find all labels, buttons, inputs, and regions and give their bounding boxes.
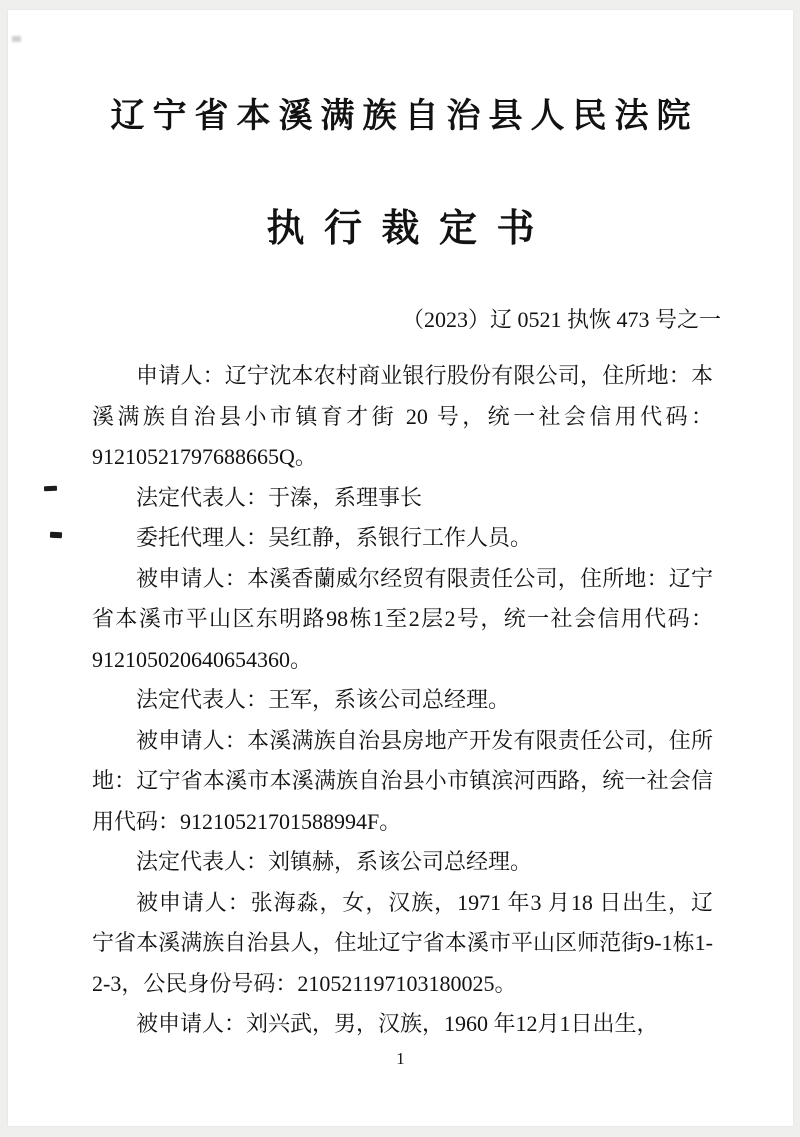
- body-paragraph: 申请人：辽宁沈本农村商业银行股份有限公司，住所地：本溪满族自治县小市镇育才街 20 号，统一社会信用代码：91210521797688665Q。: [92, 363, 713, 469]
- document-title: 执 行 裁 定 书: [266, 208, 540, 250]
- body-paragraph: 法定代表人：刘镇赫，系该公司总经理。: [136, 849, 533, 874]
- case-number: （2023）辽 0521 执恢 473 号之一: [401, 307, 721, 332]
- court-name-heading: 辽宁省本溪满族自治县人民法院: [110, 98, 699, 135]
- body-paragraph: 被申请人：本溪香蘭威尔经贸有限责任公司，住所地：辽宁省本溪市平山区东明路98栋1至2层2号，统一社会信用代码：912105020640654360。: [92, 565, 713, 672]
- body-paragraph: 委托代理人：吴红静，系银行工作人员。: [136, 525, 533, 550]
- body-paragraph: 被申请人：本溪满族自治县房地产开发有限责任公司，住所地：辽宁省本溪市本溪满族自治县小市镇滨河西路，统一社会信用代码：91210521701588994F。: [92, 727, 713, 834]
- page-number: 1: [396, 1048, 405, 1068]
- body-paragraph: 法定代表人：于溱，系理事长: [136, 484, 423, 510]
- body-paragraph: 法定代表人：王军，系该公司总经理。: [136, 687, 511, 712]
- document-page: [8, 10, 793, 1126]
- scan-artifact: [50, 532, 62, 539]
- document-body: [8, 356, 793, 1045]
- body-paragraph: 被申请人：刘兴武，男，汉族，1960 年12月1日出生，: [136, 1011, 659, 1036]
- scan-artifact: [44, 486, 57, 491]
- body-paragraph: 被申请人：张海淼，女，汉族，1971 年3 月18 日出生，辽宁省本溪满族自治县人，住址辽宁省本溪市平山区师范街9-1栋1-2-3，公民身份号码：210521197103180025。: [92, 889, 713, 996]
- scan-artifact: [12, 36, 21, 42]
